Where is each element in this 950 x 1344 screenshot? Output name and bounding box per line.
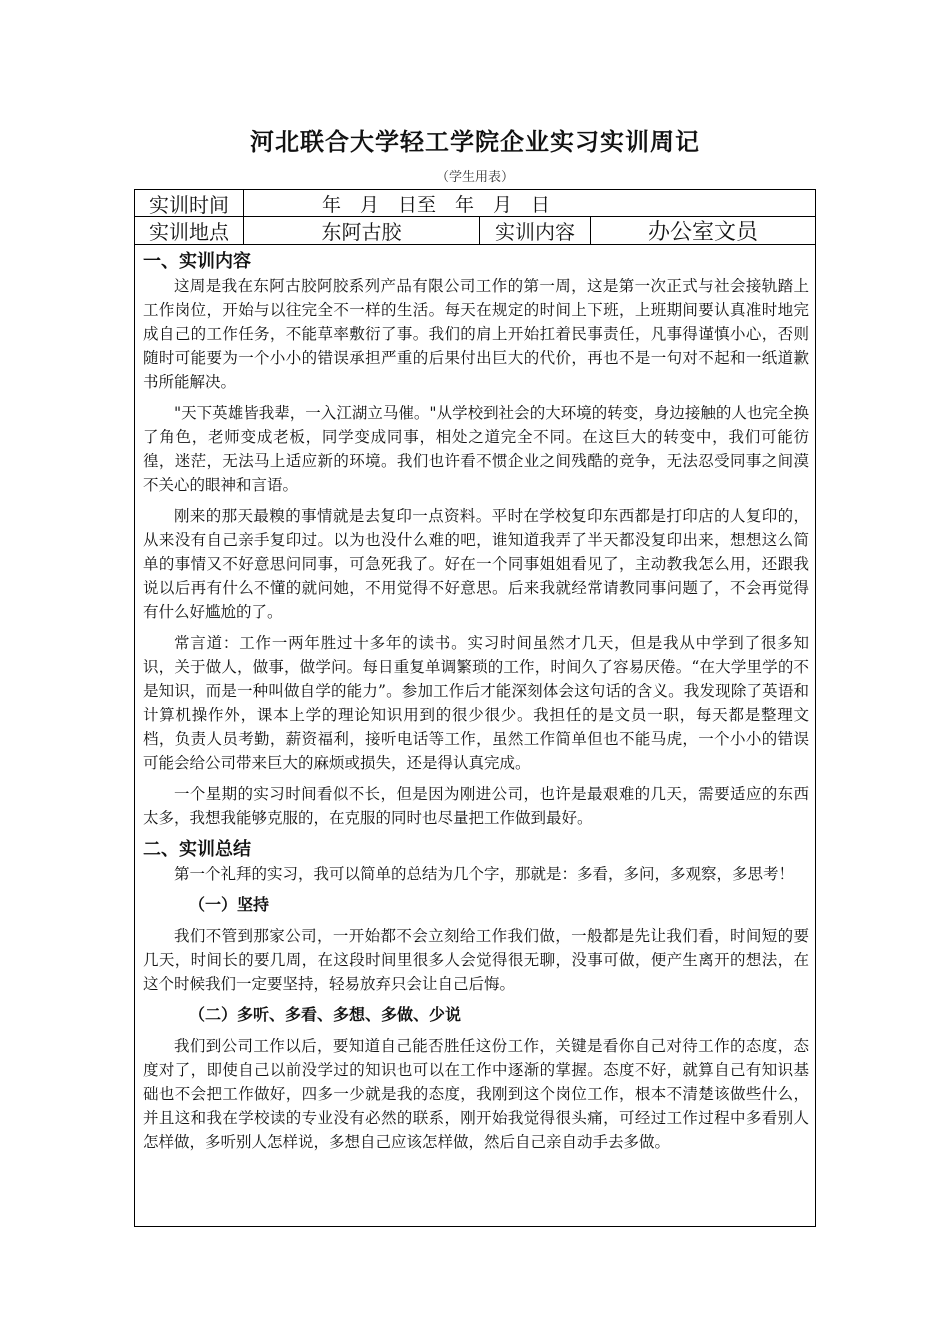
paragraph: 刚来的那天最糗的事情就是去复印一点资料。平时在学校复印东西都是打印店的人复印的，从来没有自己亲手复印过。以为也没什么难的吧，谁知道我弄了半天都没复印出来，想想这么简单的事情又不好意思问同事，可急死我了。好在一个同事姐姐看见了，主动教我怎么用，还跟我说以后再有什么不懂的就问她，不用觉得不好意思。后来我就经常请教同事问题了，不会再觉得有什么好尴尬的了。 bbox=[143, 507, 809, 621]
training-place-row bbox=[135, 217, 815, 245]
paragraph: 常言道：工作一两年胜过十多年的读书。实习时间虽然才几天，但是我从中学到了很多知识，关于做人，做事，做学问。每日重复单调繁琐的工作，时间久了容易厌倦。“在大学里学的不是知识，而是一种叫做自学的能力”。参加工作后才能深刻体会这句话的含义。我发现除了英语和计算机操作外，课本上学的理论知识用到的很少很少。我担任的是文员一职，每天都是整理文档，负责人员考勤，薪资福利，接听电话等工作，虽然工作简单但也不能马虎，一个小小的错误可能会给公司带来巨大的麻烦或损失，还是得认真完成。 bbox=[143, 634, 809, 772]
training-place-value: 东阿古胶 bbox=[244, 217, 480, 244]
training-content-value: 办公室文员 bbox=[647, 220, 758, 245]
subheading-persist: （一）坚持 bbox=[189, 895, 270, 914]
paragraph: 第一个礼拜的实习，我可以简单的总结为几个字，那就是：多看，多问，多观察，多思考！ bbox=[174, 865, 795, 883]
training-content-label: 实训内容 bbox=[480, 217, 591, 244]
paragraph: 我们到公司工作以后，要知道自己能否胜任这份工作，关键是看你自己对待工作的态度，态度对了，即使自己以前没学过的知识也可以在工作中逐渐的掌握。态度不好，就算自己有知识基础也不会把工作做好，四多一少就是我的态度，我刚到这个岗位工作，根本不清楚该做些什么，并且这和我在学校读的专业没有必然的联系，刚开始我觉得很头痛，可经过工作过程中多看别人怎样做，多听别人怎样说，多想自己应该怎样做，然后自己亲自动手去多做。 bbox=[143, 1037, 809, 1151]
journal-form-table bbox=[134, 189, 816, 1227]
section-heading-content: 一、实训内容 bbox=[143, 251, 251, 272]
training-time-value: 年 月 日至 年 月 日 bbox=[322, 193, 551, 216]
journal-body bbox=[143, 250, 809, 1161]
section-heading-summary: 二、实训总结 bbox=[143, 839, 251, 860]
paragraph: 我们不管到那家公司，一开始都不会立刻给工作我们做，一般都是先让我们看，时间短的要几天，时间长的要几周，在这段时间里很多人会觉得很无聊，没事可做，便产生离开的想法，在这个时候我们一定要坚持，轻易放弃只会让自己后悔。 bbox=[143, 927, 809, 993]
training-place-label: 实训地点 bbox=[135, 217, 244, 244]
training-time-row bbox=[135, 190, 815, 217]
paragraph: 一个星期的实习时间看似不长，但是因为刚进公司，也许是最艰难的几天，需要适应的东西太多，我想我能够克服的，在克服的同时也尽量把工作做到最好。 bbox=[143, 785, 809, 827]
paragraph: 这周是我在东阿古胶阿胶系列产品有限公司工作的第一周，这是第一次正式与社会接轨踏上工作岗位，开始与以往完全不一样的生活。每天在规定的时间上下班，上班期间要认真准时地完成自己的工作任务，不能草率敷衍了事。我们的肩上开始扛着民事责任，凡事得谨慎小心，否则随时可能要为一个小小的错误承担严重的后果付出巨大的代价，再也不是一句对不起和一纸道歉书所能解决。 bbox=[143, 277, 809, 391]
subheading-listen-watch: （二）多听、多看、多想、多做、少说 bbox=[189, 1005, 462, 1024]
training-time-label: 实训时间 bbox=[135, 190, 244, 216]
paragraph: "天下英雄皆我辈，一入江湖立马催。"从学校到社会的大环境的转变，身边接触的人也完全换了角色，老师变成老板，同学变成同事，相处之道完全不同。在这巨大的转变中，我们可能彷徨，迷茫，无法马上适应新的环境。我们也许看不惯企业之间残酷的竞争，无法忍受同事之间漠不关心的眼神和言语。 bbox=[143, 404, 809, 494]
document-subtitle: （学生用表） bbox=[435, 170, 514, 185]
document-title: 河北联合大学轻工学院企业实习实训周记 bbox=[250, 128, 700, 156]
